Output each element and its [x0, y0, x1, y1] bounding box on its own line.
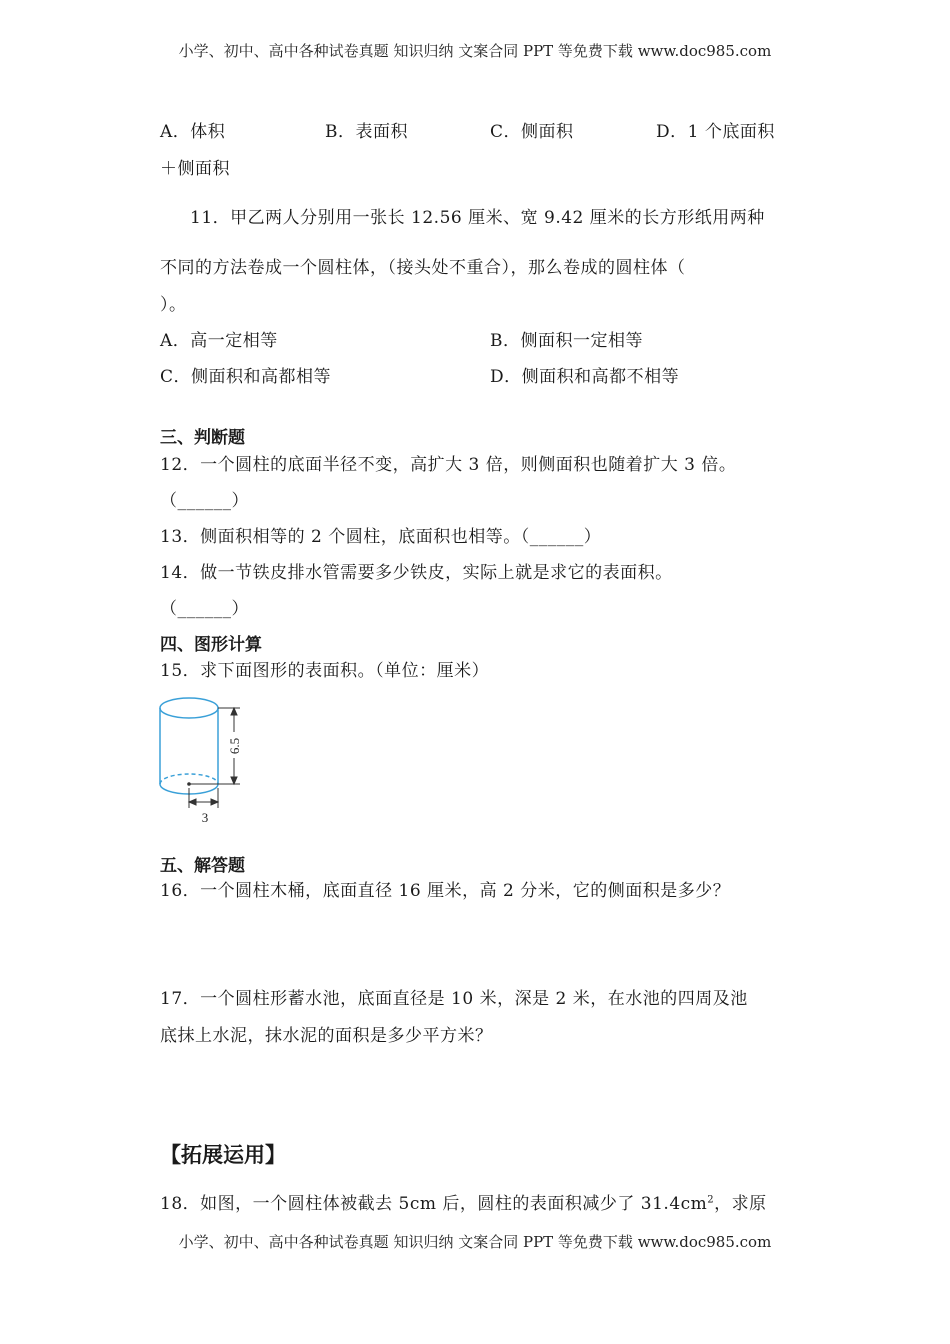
q18-text-part-1: 18．如图，一个圆柱体被截去 5cm 后，圆柱的表面积减少了 31.4cm: [160, 1194, 708, 1214]
q13-text: 13．侧面积相等的 2 个圆柱，底面积也相等。（______）: [160, 527, 602, 547]
q10-option-d: D．1 个底面积: [656, 122, 775, 142]
q14-answer-blank: （______）: [160, 599, 249, 619]
q18-line-1: [160, 1189, 767, 1214]
q11-option-d: D．侧面积和高都不相等: [490, 367, 680, 387]
q12-line-1: 12．一个圆柱的底面半径不变，高扩大 3 倍，则侧面积也随着扩大 3 倍。: [160, 455, 737, 475]
q18-text-part-2: ，求原: [714, 1194, 767, 1214]
section-4-title: 四、图形计算: [160, 635, 262, 655]
cylinder-figure: [150, 690, 260, 830]
radius-label: 3: [201, 810, 209, 825]
q10-option-b: B．表面积: [325, 122, 408, 142]
q11-option-c: C．侧面积和高都相等: [160, 367, 332, 387]
q11-option-a: A．高一定相等: [160, 331, 278, 351]
page-header: 小学、初中、高中各种试卷真题 知识归纳 文案合同 PPT 等免费下载 www.doc985.com: [178, 42, 772, 60]
q12-answer-blank: （______）: [160, 491, 249, 511]
q11-line-2: 不同的方法卷成一个圆柱体，（接头处不重合），那么卷成的圆柱体（: [160, 258, 686, 278]
q16-text: 16．一个圆柱木桶，底面直径 16 厘米，高 2 分米，它的侧面积是多少？: [160, 881, 731, 901]
cylinder-top-ellipse: [160, 698, 218, 718]
q10-option-c: C．侧面积: [490, 122, 574, 142]
q11-option-b: B．侧面积一定相等: [490, 331, 643, 351]
q14-line-1: 14．做一节铁皮排水管需要多少铁皮，实际上就是求它的表面积。: [160, 563, 673, 583]
q10-option-a: A．体积: [160, 122, 226, 142]
q17-line-2: 底抹上水泥，抹水泥的面积是多少平方米？: [160, 1026, 493, 1046]
section-5-title: 五、解答题: [160, 856, 245, 876]
q11-line-1: 11．甲乙两人分别用一张长 12.56 厘米、宽 9.42 厘米的长方形纸用两种: [190, 208, 765, 228]
section-3-title: 三、判断题: [160, 428, 245, 448]
page-footer: 小学、初中、高中各种试卷真题 知识归纳 文案合同 PPT 等免费下载 www.doc985.com: [178, 1233, 772, 1251]
q18-superscript: 2: [707, 1194, 715, 1206]
height-label: 6.5: [227, 737, 242, 755]
q15-text: 15．求下面图形的表面积。（单位：厘米）: [160, 661, 490, 681]
q17-line-1: 17．一个圆柱形蓄水池，底面直径是 10 米，深是 2 米，在水池的四周及池: [160, 989, 748, 1009]
q11-line-3: ）。: [160, 295, 187, 315]
q10-option-d-continuation: ＋侧面积: [160, 159, 230, 179]
extension-title: 【拓展运用】: [160, 1143, 286, 1167]
